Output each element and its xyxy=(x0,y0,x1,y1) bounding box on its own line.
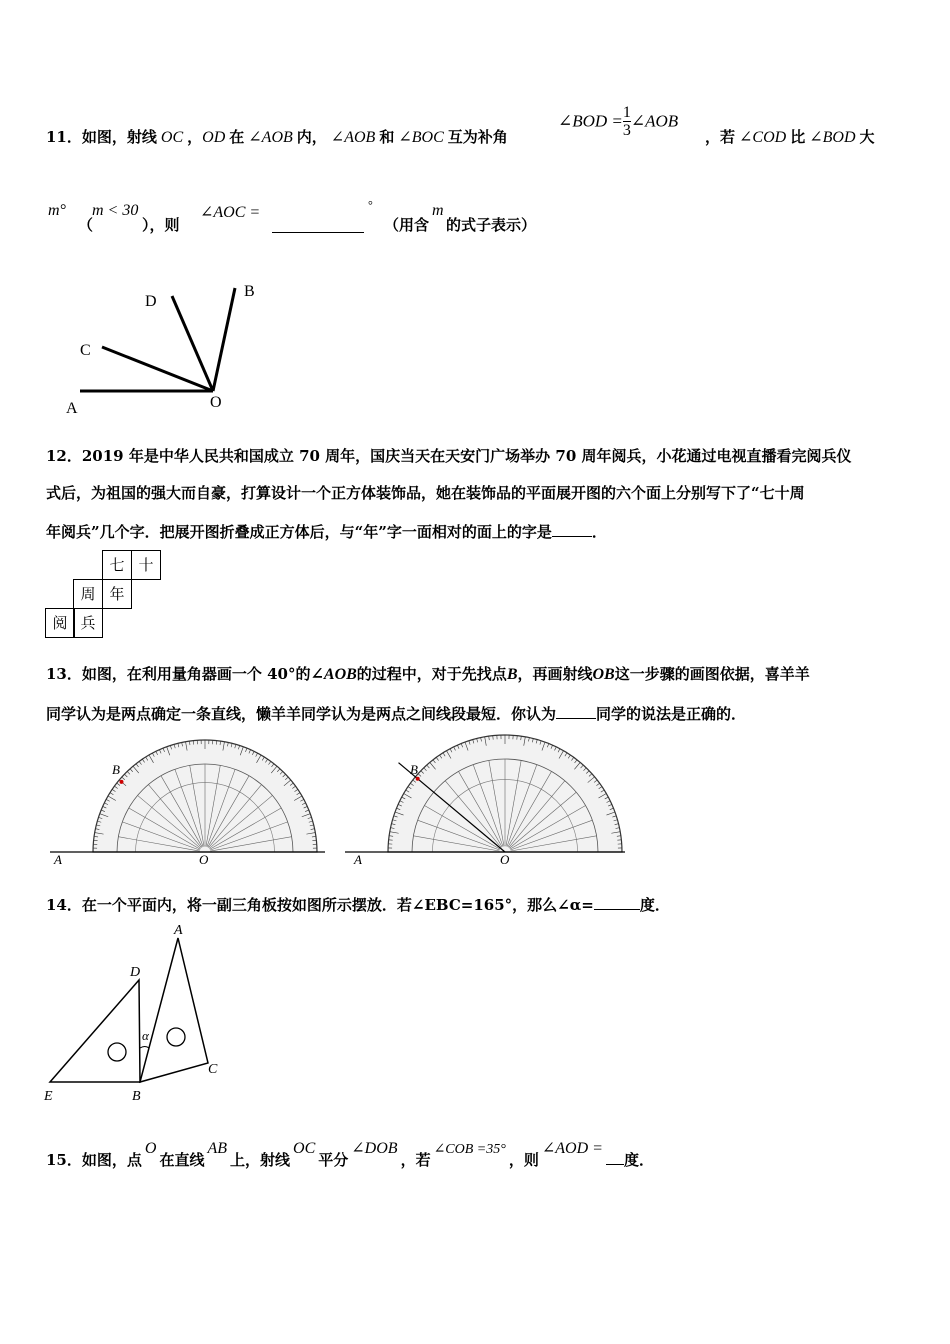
net-cell-qi: 七 xyxy=(102,550,132,580)
math-od: OD xyxy=(202,129,226,146)
prot1-label-a: A xyxy=(54,852,62,867)
math-angle-bod: ∠BOD xyxy=(809,129,856,146)
q11-then: ），则 xyxy=(142,216,180,234)
label-c: C xyxy=(80,342,91,359)
math-ab: AB xyxy=(207,1140,227,1157)
answer-blank-q12[interactable] xyxy=(552,520,592,537)
net-cell-zhou: 周 xyxy=(73,579,103,609)
triangle-hole-1 xyxy=(108,1043,126,1061)
label-d: D xyxy=(145,293,157,310)
q13-line1: 13．如图，在利用量角器画一个 40°的∠AOB的过程中，对于先找点B，再画射线OB这一步骤的画图依据，喜羊羊 xyxy=(46,665,810,683)
net-cell-shi: 十 xyxy=(131,550,161,580)
prot1-label-o: O xyxy=(199,852,209,867)
q12-line2: 式后，为祖国的强大而自豪，打算设计一个正方体装饰品，她在装饰品的平面展开图的六个面上分别写下了“七十周 xyxy=(46,484,805,502)
degree-mark: ° xyxy=(368,198,373,212)
answer-blank-q14[interactable] xyxy=(594,893,640,910)
triangle-abc xyxy=(140,938,208,1082)
math-angle-cob: ∠COB =35° xyxy=(433,1142,506,1157)
math-m: m xyxy=(432,202,444,219)
q12-line3: 年阅兵”几个字．把展开图折叠成正方体后，与“年”字一面相对的面上的字是 ． xyxy=(46,520,607,542)
q15-line: 15．如图，点O在直线AB上，射线OC平分∠DOB，若∠COB =35°，则∠AOD =度． xyxy=(46,1140,654,1169)
cube-net xyxy=(45,550,165,640)
q11-paren-open: （ xyxy=(78,216,94,234)
q11-equation: ∠BOD = $\frac{1}{3}$ ∠AOB xyxy=(558,104,679,139)
label-a: A xyxy=(174,923,183,938)
math-o: O xyxy=(144,1140,157,1157)
protractor-left xyxy=(50,740,325,852)
net-cell-nian: 年 xyxy=(102,579,132,609)
math-angle-aoc: ∠AOC = xyxy=(200,204,261,221)
math-angle-cod: ∠COD xyxy=(739,129,787,146)
math-angle-aob-2: ∠AOB xyxy=(330,129,376,146)
prot2-label-a: A xyxy=(354,852,362,867)
triangle-hole-2 xyxy=(167,1028,185,1046)
math-angle-aob: ∠AOB xyxy=(248,129,293,146)
ray-ob xyxy=(213,288,235,391)
label-e: E xyxy=(44,1089,53,1104)
math-angle-boc: ∠BOC xyxy=(398,129,444,146)
q11-hint-a: （用含 xyxy=(384,216,430,234)
math-oc: OC xyxy=(293,1140,316,1157)
answer-blank-q15[interactable] xyxy=(606,1148,624,1165)
label-b: B xyxy=(132,1089,141,1104)
triangle-dbe xyxy=(50,980,140,1082)
label-a: A xyxy=(66,400,78,417)
label-d: D xyxy=(130,965,141,980)
math-angle-aod: ∠AOD = xyxy=(541,1140,603,1157)
q11-line1-tail: ，若 ∠COD 比 ∠BOD 大 xyxy=(705,128,875,146)
label-c: C xyxy=(208,1062,218,1077)
q14-text: 14．在一个平面内，将一副三角板按如图所示摆放．若∠EBC=165°，那么∠α= 度． xyxy=(46,893,670,915)
math-oc: OC xyxy=(160,129,184,146)
q11-hint-b: 的式子表示） xyxy=(446,216,537,234)
prot2-label-o: O xyxy=(500,852,510,867)
label-o: O xyxy=(210,394,222,411)
q12-line1: 12．2019 年是中华人民共和国成立 70 周年，国庆当天在天安门广场举办 70 周年阅兵，小花通过电视直播看完阅兵仪 xyxy=(46,447,852,465)
net-cell-yue: 阅 xyxy=(45,608,75,638)
alpha-arc xyxy=(140,1047,149,1049)
fraction-one-third: $\frac{1}{3}$ xyxy=(622,104,631,139)
net-cell-bing: 兵 xyxy=(73,608,103,638)
q11-line1: 11．如图，射线 OC ，OD 在 ∠AOB 内， ∠AOB 和 ∠BOC 互为补角 xyxy=(46,128,508,146)
q14-figure xyxy=(40,920,240,1110)
math-condition: m < 30 xyxy=(92,202,139,219)
label-b: B xyxy=(244,283,255,300)
protractor-right xyxy=(345,735,625,852)
q13-protractor-figures xyxy=(40,730,640,870)
q11-figure xyxy=(60,275,270,420)
answer-blank-q11[interactable] xyxy=(272,214,364,233)
prot1-label-b: B xyxy=(112,762,120,777)
q13-line2: 同学认为是两点确定一条直线，懒羊羊同学认为是两点之间线段最短．你认为 同学的说法是正确的． xyxy=(46,702,746,724)
prot1-point-b xyxy=(120,780,124,784)
answer-blank-q13[interactable] xyxy=(556,702,596,719)
label-alpha: α xyxy=(142,1028,149,1043)
math-angle-dob: ∠DOB xyxy=(351,1140,398,1157)
math-m-degree: m° xyxy=(48,202,66,219)
prot2-point-b xyxy=(416,777,420,781)
prot2-label-b: B xyxy=(410,762,418,777)
